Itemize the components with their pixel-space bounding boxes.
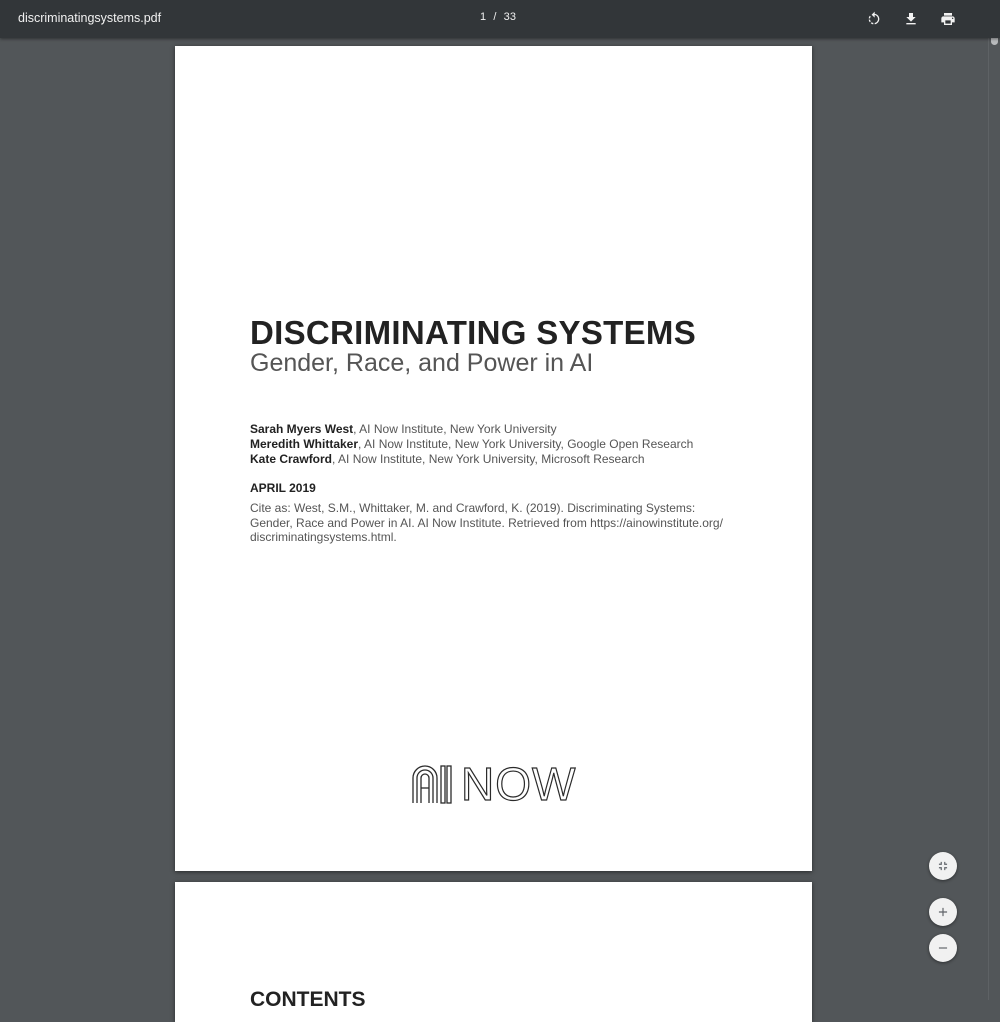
author-line [250, 437, 693, 452]
author-line [250, 452, 693, 467]
pdf-toolbar [0, 0, 1000, 38]
total-pages: 33 [503, 11, 517, 23]
ai-now-logo [411, 758, 577, 810]
fit-to-page-icon [936, 859, 950, 873]
pdf-page-2 [175, 882, 812, 1022]
rotate-button[interactable] [862, 7, 886, 31]
ai-monogram-icon [411, 764, 457, 804]
document-title: discriminatingsystems.pdf [18, 11, 162, 25]
citation-line: discriminatingsystems.html. [250, 530, 397, 544]
author-name: Meredith Whittaker [250, 437, 359, 451]
download-button[interactable] [899, 7, 923, 31]
contents-heading: CONTENTS [250, 988, 366, 1011]
page-separator: / [493, 11, 497, 23]
author-name: Sarah Myers West [250, 422, 354, 436]
citation-text [250, 501, 723, 545]
author-name: Kate Crawford [250, 452, 333, 466]
author-line [250, 422, 693, 437]
author-list [250, 422, 693, 467]
zoom-in-icon [936, 905, 950, 919]
logo-now-text: NOW [461, 758, 577, 810]
fit-to-page-button[interactable] [929, 852, 957, 880]
author-affiliation: , AI Now Institute, New York University, Google Open Research [358, 437, 694, 451]
download-icon [903, 11, 919, 27]
citation-line: Gender, Race and Power in AI. AI Now Institute. Retrieved from https://ainowinstitute.org/ [250, 515, 723, 530]
publication-date: APRIL 2019 [250, 481, 316, 495]
document-subtitle: Gender, Race, and Power in AI [250, 349, 594, 377]
vertical-scrollbar[interactable] [988, 0, 1000, 1000]
print-icon [940, 11, 956, 27]
current-page-number[interactable]: 1 [480, 11, 487, 23]
page-counter [480, 11, 516, 23]
zoom-in-button[interactable] [929, 898, 957, 926]
citation-line: Cite as: West, S.M., Whittaker, M. and Crawford, K. (2019). Discriminating Systems: [250, 501, 696, 515]
pdf-page-1 [175, 46, 812, 871]
rotate-icon [866, 11, 882, 27]
document-main-title: DISCRIMINATING SYSTEMS [250, 314, 697, 351]
zoom-out-icon [936, 941, 950, 955]
author-affiliation: , AI Now Institute, New York University, Microsoft Research [332, 452, 645, 466]
print-button[interactable] [936, 7, 960, 31]
zoom-out-button[interactable] [929, 934, 957, 962]
author-affiliation: , AI Now Institute, New York University [353, 422, 557, 436]
